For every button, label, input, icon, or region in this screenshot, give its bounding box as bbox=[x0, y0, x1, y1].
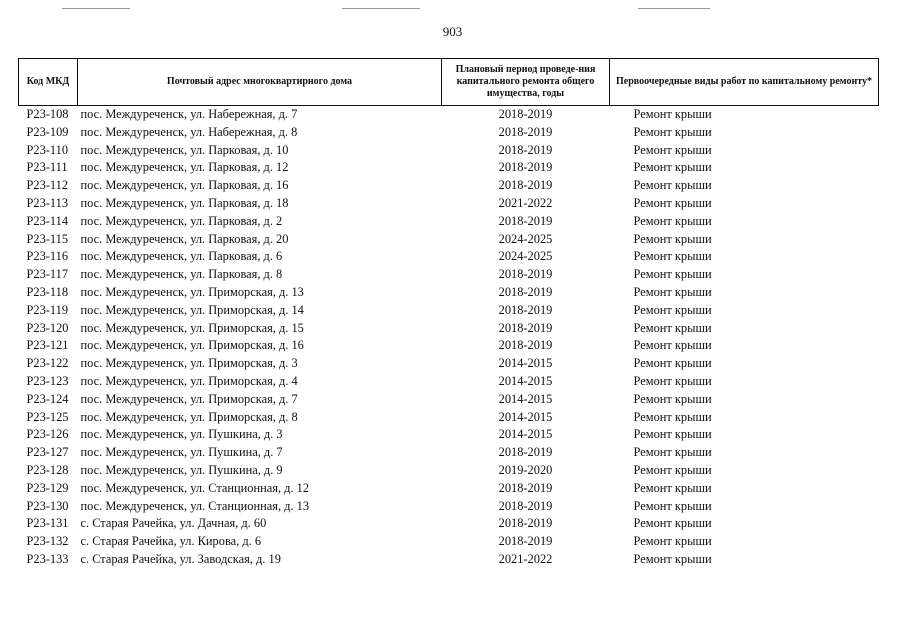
row-address: пос. Междуреченск, ул. Набережная, д. 7 bbox=[80, 107, 298, 121]
table-row bbox=[19, 498, 879, 516]
row-code: Р23-123 bbox=[26, 373, 69, 388]
table-row bbox=[19, 373, 879, 391]
row-address: пос. Междуреченск, ул. Парковая, д. 10 bbox=[80, 142, 289, 157]
header-work: Первоочередные виды работ по капитальному ремонту* bbox=[610, 59, 879, 106]
row-period: 2018-2019 bbox=[498, 124, 553, 139]
row-period: 2014-2015 bbox=[498, 373, 553, 388]
row-code: Р23-126 bbox=[26, 427, 69, 442]
row-period: 2018-2019 bbox=[498, 445, 553, 460]
row-address: с. Старая Рачейка, ул. Дачная, д. 60 bbox=[80, 516, 267, 531]
row-code: Р23-124 bbox=[26, 391, 69, 406]
table-row bbox=[19, 159, 879, 177]
row-period: 2018-2019 bbox=[498, 516, 553, 531]
scan-artifact-line bbox=[62, 8, 130, 9]
row-code: Р23-122 bbox=[26, 356, 69, 371]
row-work: Ремонт крыши bbox=[633, 302, 712, 317]
row-period: 2019-2020 bbox=[498, 462, 553, 477]
table-row bbox=[19, 231, 879, 249]
row-code: Р23-111 bbox=[26, 160, 68, 175]
row-code: Р23-117 bbox=[26, 267, 69, 282]
row-period: 2018-2019 bbox=[498, 107, 553, 121]
row-period: 2018-2019 bbox=[498, 267, 553, 282]
row-address: пос. Междуреченск, ул. Парковая, д. 18 bbox=[80, 195, 289, 210]
row-period: 2024-2025 bbox=[498, 231, 553, 246]
row-address: пос. Междуреченск, ул. Приморская, д. 13 bbox=[80, 284, 304, 299]
row-period: 2018-2019 bbox=[498, 160, 553, 175]
row-code: Р23-110 bbox=[26, 142, 69, 157]
row-work: Ремонт крыши bbox=[633, 373, 712, 388]
table-row bbox=[19, 124, 879, 142]
row-period: 2014-2015 bbox=[498, 356, 553, 371]
row-period: 2018-2019 bbox=[498, 142, 553, 157]
row-address: пос. Междуреченск, ул. Приморская, д. 4 bbox=[80, 373, 298, 388]
row-period: 2014-2015 bbox=[498, 409, 553, 424]
row-address: пос. Междуреченск, ул. Приморская, д. 15 bbox=[80, 320, 304, 335]
row-work: Ремонт крыши bbox=[633, 284, 712, 299]
row-work: Ремонт крыши bbox=[633, 427, 712, 442]
row-work: Ремонт крыши bbox=[633, 462, 712, 477]
table-row bbox=[19, 551, 879, 569]
row-period: 2021-2022 bbox=[498, 551, 553, 566]
table-row bbox=[19, 302, 879, 320]
row-code: Р23-109 bbox=[26, 124, 69, 139]
row-period: 2018-2019 bbox=[498, 534, 553, 549]
row-work: Ремонт крыши bbox=[633, 124, 712, 139]
row-work: Ремонт крыши bbox=[633, 409, 712, 424]
table-row bbox=[19, 195, 879, 213]
row-address: пос. Междуреченск, ул. Станционная, д. 12 bbox=[80, 480, 310, 495]
table-header-row bbox=[19, 59, 879, 106]
row-work: Ремонт крыши bbox=[633, 160, 712, 175]
table-body bbox=[19, 106, 879, 569]
header-address: Почтовый адрес многоквартирного дома bbox=[78, 59, 442, 106]
row-work: Ремонт крыши bbox=[633, 267, 712, 282]
row-code: Р23-130 bbox=[26, 498, 69, 513]
table-row bbox=[19, 320, 879, 338]
row-code: Р23-118 bbox=[26, 284, 69, 299]
row-address: с. Старая Рачейка, ул. Заводская, д. 19 bbox=[80, 551, 281, 566]
row-period: 2018-2019 bbox=[498, 302, 553, 317]
table-row bbox=[19, 142, 879, 160]
row-period: 2018-2019 bbox=[498, 213, 553, 228]
table-row bbox=[19, 177, 879, 195]
row-work: Ремонт крыши bbox=[633, 551, 712, 566]
row-address: пос. Междуреченск, ул. Станционная, д. 13 bbox=[80, 498, 310, 513]
table-row bbox=[19, 409, 879, 427]
row-address: пос. Междуреченск, ул. Приморская, д. 8 bbox=[80, 409, 298, 424]
table-row bbox=[19, 106, 879, 124]
table-row bbox=[19, 462, 879, 480]
row-period: 2018-2019 bbox=[498, 480, 553, 495]
row-address: пос. Междуреченск, ул. Парковая, д. 16 bbox=[80, 178, 289, 193]
row-period: 2018-2019 bbox=[498, 498, 553, 513]
table-row bbox=[19, 444, 879, 462]
row-code: Р23-125 bbox=[26, 409, 69, 424]
table-row bbox=[19, 284, 879, 302]
row-address: пос. Междуреченск, ул. Парковая, д. 6 bbox=[80, 249, 283, 264]
row-period: 2021-2022 bbox=[498, 195, 553, 210]
row-address: пос. Междуреченск, ул. Приморская, д. 3 bbox=[80, 356, 298, 371]
row-code: Р23-133 bbox=[26, 551, 69, 566]
row-address: пос. Междуреченск, ул. Приморская, д. 14 bbox=[80, 302, 304, 317]
row-address: пос. Междуреченск, ул. Парковая, д. 8 bbox=[80, 267, 283, 282]
row-work: Ремонт крыши bbox=[633, 142, 712, 157]
row-code: Р23-131 bbox=[26, 516, 69, 531]
row-code: Р23-121 bbox=[26, 338, 69, 353]
scan-artifact-line bbox=[342, 8, 420, 9]
row-work: Ремонт крыши bbox=[633, 498, 712, 513]
row-code: Р23-128 bbox=[26, 462, 69, 477]
row-code: Р23-127 bbox=[26, 445, 69, 460]
header-period: Плановый период проведе-ния капитального ремонта общего имущества, годы bbox=[442, 59, 610, 106]
row-code: Р23-114 bbox=[26, 213, 69, 228]
row-code: Р23-132 bbox=[26, 534, 69, 549]
row-work: Ремонт крыши bbox=[633, 107, 712, 121]
row-work: Ремонт крыши bbox=[633, 178, 712, 193]
row-work: Ремонт крыши bbox=[633, 195, 712, 210]
row-address: пос. Междуреченск, ул. Набережная, д. 8 bbox=[80, 124, 298, 139]
row-period: 2018-2019 bbox=[498, 338, 553, 353]
table-row bbox=[19, 337, 879, 355]
row-address: пос. Междуреченск, ул. Пушкина, д. 9 bbox=[80, 462, 283, 477]
row-period: 2018-2019 bbox=[498, 178, 553, 193]
table-row bbox=[19, 480, 879, 498]
header-code: Код МКД bbox=[19, 59, 78, 106]
table-row bbox=[19, 515, 879, 533]
row-code: Р23-116 bbox=[26, 249, 69, 264]
row-address: пос. Междуреченск, ул. Пушкина, д. 7 bbox=[80, 445, 283, 460]
row-address: пос. Междуреченск, ул. Приморская, д. 16 bbox=[80, 338, 304, 353]
row-work: Ремонт крыши bbox=[633, 213, 712, 228]
row-code: Р23-113 bbox=[26, 195, 69, 210]
row-period: 2018-2019 bbox=[498, 284, 553, 299]
scan-artifact-line bbox=[638, 8, 710, 9]
row-work: Ремонт крыши bbox=[633, 516, 712, 531]
row-address: пос. Междуреченск, ул. Парковая, д. 20 bbox=[80, 231, 289, 246]
row-work: Ремонт крыши bbox=[633, 320, 712, 335]
row-code: Р23-120 bbox=[26, 320, 69, 335]
row-period: 2014-2015 bbox=[498, 427, 553, 442]
row-code: Р23-112 bbox=[26, 178, 69, 193]
table-row bbox=[19, 391, 879, 409]
row-code: Р23-115 bbox=[26, 231, 69, 246]
row-work: Ремонт крыши bbox=[633, 391, 712, 406]
row-period: 2014-2015 bbox=[498, 391, 553, 406]
row-work: Ремонт крыши bbox=[633, 445, 712, 460]
row-address: с. Старая Рачейка, ул. Кирова, д. 6 bbox=[80, 534, 262, 549]
table-row bbox=[19, 213, 879, 231]
row-work: Ремонт крыши bbox=[633, 534, 712, 549]
row-work: Ремонт крыши bbox=[633, 249, 712, 264]
table-row bbox=[19, 355, 879, 373]
row-work: Ремонт крыши bbox=[633, 480, 712, 495]
row-code: Р23-119 bbox=[26, 302, 69, 317]
row-code: Р23-108 bbox=[26, 107, 69, 121]
row-address: пос. Междуреченск, ул. Приморская, д. 7 bbox=[80, 391, 298, 406]
table-row bbox=[19, 426, 879, 444]
table-row bbox=[19, 266, 879, 284]
table-row bbox=[19, 533, 879, 551]
row-work: Ремонт крыши bbox=[633, 338, 712, 353]
table-row bbox=[19, 248, 879, 266]
row-work: Ремонт крыши bbox=[633, 356, 712, 371]
row-period: 2024-2025 bbox=[498, 249, 553, 264]
row-address: пос. Междуреченск, ул. Пушкина, д. 3 bbox=[80, 427, 283, 442]
row-code: Р23-129 bbox=[26, 480, 69, 495]
repair-schedule-table bbox=[18, 58, 879, 569]
row-address: пос. Междуреченск, ул. Парковая, д. 12 bbox=[80, 160, 289, 175]
row-work: Ремонт крыши bbox=[633, 231, 712, 246]
row-period: 2018-2019 bbox=[498, 320, 553, 335]
page-number: 903 bbox=[442, 24, 463, 39]
row-address: пос. Междуреченск, ул. Парковая, д. 2 bbox=[80, 213, 283, 228]
